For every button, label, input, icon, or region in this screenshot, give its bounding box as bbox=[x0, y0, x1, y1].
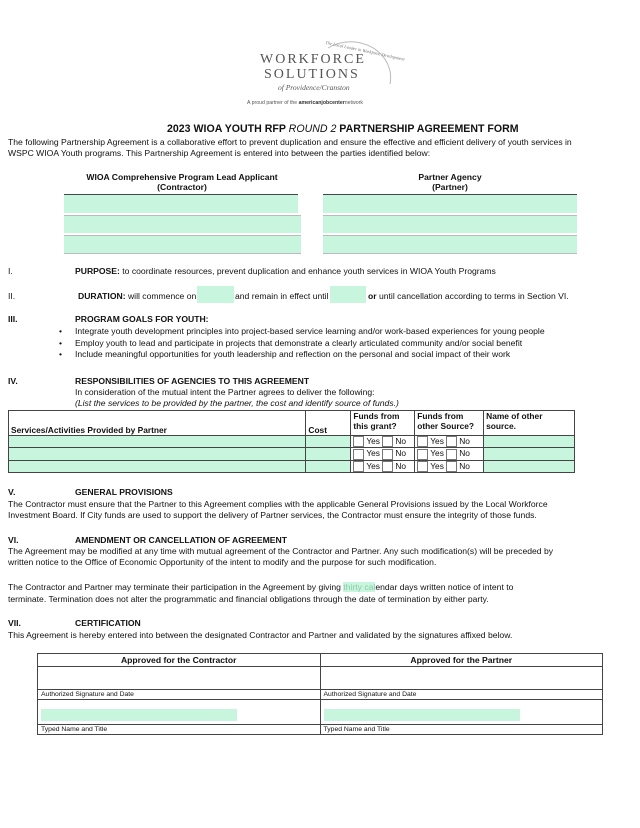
partner-approval-header: Approved for the Partner bbox=[320, 654, 603, 667]
partner-heading-line2: (Partner) bbox=[432, 182, 468, 192]
logo-arc-text: The Local Leader in Workforce Development bbox=[324, 40, 406, 62]
title-part2: ROUND 2 bbox=[288, 123, 337, 135]
other-funds-cell bbox=[415, 436, 484, 448]
grant-funds-cell bbox=[351, 448, 415, 460]
grant-funds-header-line1: Funds from bbox=[353, 411, 400, 421]
section-5-line1: The Contractor must ensure that the Partner to this Agreement complies with the applicable General Provisions issued by the Local Workforce bbox=[8, 499, 548, 509]
logo-tag-brand: americanjobcenter bbox=[298, 100, 345, 106]
section-7-label: CERTIFICATION bbox=[75, 618, 141, 628]
services-table bbox=[8, 410, 575, 473]
yes-label: Yes bbox=[430, 460, 444, 471]
section-6-line1: The Agreement may be modified at any time with mutual agreement of the Contractor and Partner. Any such modification(s) will be preceded by bbox=[8, 546, 554, 556]
section-2-or: or bbox=[368, 291, 377, 301]
other-no-checkbox[interactable] bbox=[446, 436, 457, 447]
section-1-purpose bbox=[75, 266, 496, 276]
logo bbox=[240, 34, 410, 114]
cost-cell[interactable] bbox=[306, 436, 351, 448]
cost-cell[interactable] bbox=[306, 460, 351, 472]
contractor-typed-name-field[interactable] bbox=[41, 709, 237, 721]
partner-heading-line1: Partner Agency bbox=[418, 172, 482, 182]
section-5-line2: Investment Board. If City funds are used to support the delivery of Partner services, the Contractor must ensure the integrity of those funds. bbox=[8, 510, 537, 520]
logo-tag-prefix: A proud partner of the bbox=[247, 100, 298, 106]
table-row bbox=[9, 448, 575, 460]
section-1-number: I. bbox=[8, 266, 13, 276]
service-cell[interactable] bbox=[9, 460, 306, 472]
yes-label: Yes bbox=[430, 436, 444, 446]
partner-typed-name-cell bbox=[320, 700, 603, 725]
yes-label: Yes bbox=[366, 436, 380, 446]
grant-no-checkbox[interactable] bbox=[382, 449, 393, 460]
other-funds-header-line2: other Source? bbox=[417, 421, 475, 431]
grant-funds-header-line2: this grant? bbox=[353, 421, 397, 431]
goal-item-2: • Employ youth to lead and participate in projects that demonstrate a clearly articulated community and/or social benefit bbox=[75, 338, 545, 350]
no-label: No bbox=[459, 448, 470, 459]
signature-header-row bbox=[38, 654, 603, 667]
section-6-line3c: endar days written notice of intent to bbox=[375, 582, 514, 592]
logo-line1: WORKFORCE bbox=[260, 52, 366, 67]
contractor-heading-line1: WIOA Comprehensive Program Lead Applicant bbox=[86, 172, 278, 182]
end-date-field[interactable] bbox=[330, 286, 366, 303]
other-no-checkbox[interactable] bbox=[446, 449, 457, 460]
contractor-typed-name-cell bbox=[38, 700, 321, 725]
partner-typed-name-field[interactable] bbox=[324, 709, 520, 721]
section-2-duration bbox=[78, 291, 196, 301]
section-4-line2: (List the services to be provided by the partner, the cost and identify source of funds.) bbox=[75, 398, 399, 408]
other-funds-cell bbox=[415, 460, 484, 472]
section-7-line1: This Agreement is hereby entered into between the designated Contractor and Partner and validated by the signatures affixed below. bbox=[8, 630, 513, 640]
service-cell[interactable] bbox=[9, 436, 306, 448]
notice-days-field[interactable]: thirty cal bbox=[343, 582, 376, 592]
cost-cell[interactable] bbox=[306, 448, 351, 460]
no-label: No bbox=[459, 436, 470, 446]
other-source-header bbox=[484, 411, 575, 436]
services-table-header bbox=[9, 411, 575, 436]
logo-tag-suffix: network bbox=[344, 100, 363, 106]
other-funds-header bbox=[415, 411, 484, 436]
program-goals-list bbox=[75, 326, 545, 361]
contractor-heading-line2: (Contractor) bbox=[157, 182, 207, 192]
no-label: No bbox=[395, 460, 407, 471]
title-part1: 2023 WIOA YOUTH RFP bbox=[167, 123, 289, 135]
other-source-header-line1: Name of other bbox=[486, 411, 543, 421]
grant-funds-cell bbox=[351, 436, 415, 448]
title-part3: PARTNERSHIP AGREEMENT FORM bbox=[336, 123, 519, 135]
typed-name-row bbox=[38, 700, 603, 725]
typed-label-row bbox=[38, 725, 603, 735]
start-date-field[interactable] bbox=[197, 286, 234, 303]
grant-yes-checkbox[interactable] bbox=[353, 449, 364, 460]
source-name-cell[interactable] bbox=[484, 436, 575, 448]
section-2-or-text bbox=[368, 291, 569, 301]
service-cell[interactable] bbox=[9, 448, 306, 460]
partner-field-3[interactable] bbox=[323, 235, 577, 254]
section-5-number: V. bbox=[8, 487, 16, 497]
contractor-fields bbox=[64, 194, 301, 254]
contractor-field-2[interactable] bbox=[64, 215, 301, 233]
other-yes-checkbox[interactable] bbox=[417, 436, 428, 447]
section-6-line4: terminate. Termination does not alter the programmatic and financial obligations through the date of termination by either party. bbox=[8, 594, 489, 604]
no-label: No bbox=[459, 460, 470, 471]
yes-label: Yes bbox=[430, 448, 444, 459]
contractor-signature-space[interactable] bbox=[38, 667, 321, 690]
section-3-number: III. bbox=[8, 314, 18, 324]
services-header: Services/Activities Provided by Partner bbox=[9, 411, 306, 436]
logo-line2: SOLUTIONS bbox=[264, 67, 360, 82]
grant-funds-header bbox=[351, 411, 415, 436]
goal-item-1: • Integrate youth development principles into project-based service learning and/or work-based experiences for young people bbox=[75, 326, 545, 338]
section-2-text4: until cancellation according to terms in Section VI. bbox=[376, 291, 569, 301]
other-funds-cell bbox=[415, 448, 484, 460]
signature-space-row bbox=[38, 667, 603, 690]
partner-signature-label: Authorized Signature and Date bbox=[320, 690, 603, 700]
section-6-label: AMENDMENT OR CANCELLATION OF AGREEMENT bbox=[75, 535, 287, 545]
contractor-field-1[interactable] bbox=[64, 194, 298, 213]
yes-label: Yes bbox=[366, 448, 380, 459]
cost-header: Cost bbox=[306, 411, 351, 436]
section-1-text: to coordinate resources, prevent duplication and enhance youth services in WIOA Youth Programs bbox=[119, 266, 496, 276]
section-7-number: VII. bbox=[8, 618, 21, 628]
table-row bbox=[9, 436, 575, 448]
partner-field-2[interactable] bbox=[323, 215, 577, 233]
partner-typed-label: Typed Name and Title bbox=[320, 725, 603, 735]
section-4-label: RESPONSIBILITIES OF AGENCIES TO THIS AGREEMENT bbox=[75, 376, 310, 386]
contractor-typed-label: Typed Name and Title bbox=[38, 725, 321, 735]
section-6-number: VI. bbox=[8, 535, 19, 545]
signature-table bbox=[37, 653, 603, 735]
source-name-cell[interactable] bbox=[484, 460, 575, 472]
source-name-cell[interactable] bbox=[484, 448, 575, 460]
section-2-number: II. bbox=[8, 291, 16, 301]
other-no-checkbox[interactable] bbox=[446, 461, 457, 472]
grant-yes-checkbox[interactable] bbox=[353, 461, 364, 472]
other-source-header-line2: source. bbox=[486, 421, 516, 431]
partner-signature-space[interactable] bbox=[320, 667, 603, 690]
contractor-field-3[interactable] bbox=[64, 235, 301, 254]
section-4-number: IV. bbox=[8, 376, 18, 386]
section-2-text1: will commence on bbox=[125, 291, 197, 301]
section-6-line3 bbox=[8, 582, 513, 592]
other-yes-checkbox[interactable] bbox=[417, 461, 428, 472]
page-title bbox=[167, 123, 519, 135]
no-label: No bbox=[395, 448, 407, 459]
intro-line2: WSPC WIOA Youth programs. This Partnership Agreement is entered into between the parties identified below: bbox=[8, 148, 431, 158]
logo-tagline bbox=[247, 100, 363, 106]
contractor-heading bbox=[64, 172, 300, 192]
intro-line1: The following Partnership Agreement is a collaborative effort to prevent duplication and ensure the effective and efficient delivery of youth services in bbox=[8, 137, 572, 147]
yes-label: Yes bbox=[366, 460, 380, 471]
section-2-label: DURATION: bbox=[78, 291, 126, 301]
table-row bbox=[9, 460, 575, 472]
section-1-label: PURPOSE: bbox=[75, 266, 120, 276]
other-funds-header-line1: Funds from bbox=[417, 411, 464, 421]
partner-fields bbox=[323, 194, 577, 254]
partner-heading bbox=[323, 172, 577, 192]
partner-field-1[interactable] bbox=[323, 194, 577, 213]
logo-line3: of Providence/Cranston bbox=[278, 83, 350, 92]
other-yes-checkbox[interactable] bbox=[417, 449, 428, 460]
contractor-approval-header: Approved for the Contractor bbox=[38, 654, 321, 667]
grant-no-checkbox[interactable] bbox=[382, 461, 393, 472]
section-2-text2: and remain in effect until bbox=[235, 291, 329, 301]
contractor-signature-label: Authorized Signature and Date bbox=[38, 690, 321, 700]
grant-funds-cell bbox=[351, 460, 415, 472]
goal-item-3: • Include meaningful opportunities for youth leadership and reflection on the personal and social impact of their work bbox=[75, 349, 545, 361]
section-5-label: GENERAL PROVISIONS bbox=[75, 487, 173, 497]
section-6-line3a: The Contractor and Partner may terminate their participation in the Agreement by giving bbox=[8, 582, 344, 592]
section-4-line1: In consideration of the mutual intent the Partner agrees to deliver the following: bbox=[75, 387, 375, 397]
no-label: No bbox=[395, 436, 407, 446]
grant-yes-checkbox[interactable] bbox=[353, 436, 364, 447]
signature-label-row bbox=[38, 690, 603, 700]
section-6-line2: written notice to the Office of Economic Opportunity of the intent to modify and the purpose for such modification. bbox=[8, 557, 437, 567]
grant-no-checkbox[interactable] bbox=[382, 436, 393, 447]
section-3-label: PROGRAM GOALS FOR YOUTH: bbox=[75, 314, 209, 324]
